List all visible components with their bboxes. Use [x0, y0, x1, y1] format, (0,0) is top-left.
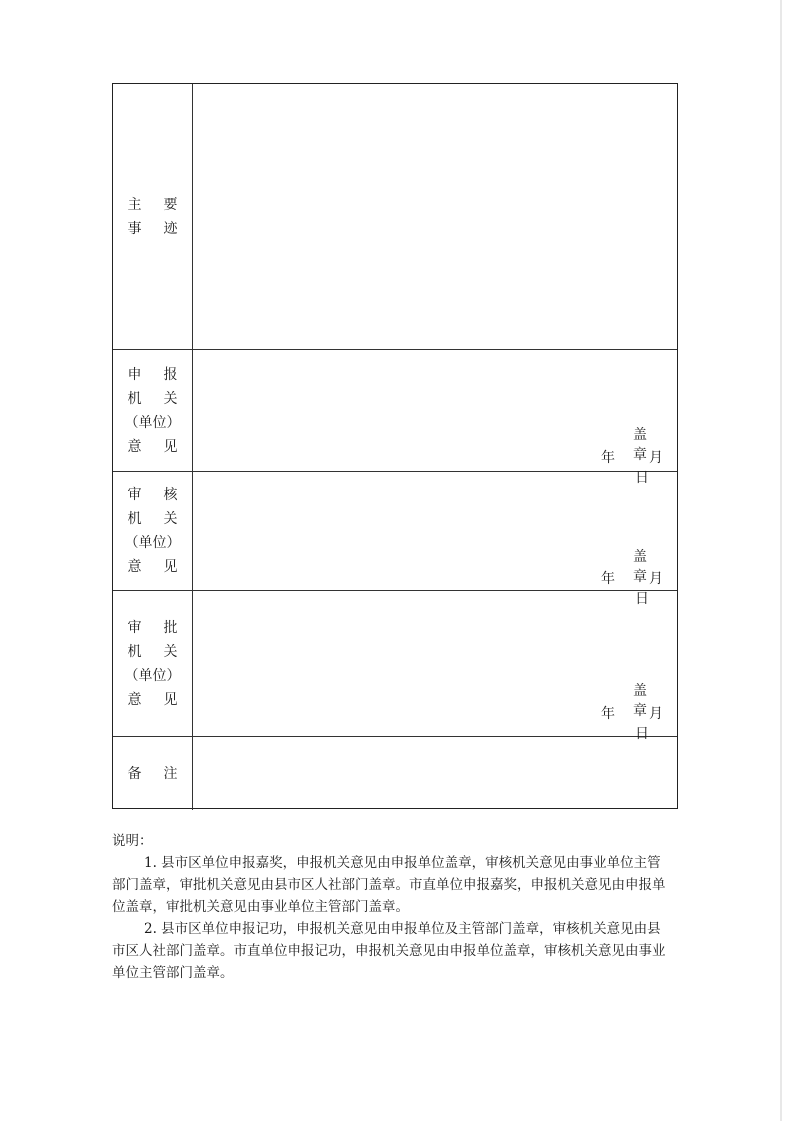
label-char: 主 — [127, 196, 142, 213]
remarks-field[interactable] — [193, 737, 677, 810]
label-char: 申 — [127, 366, 142, 383]
notes-heading: 说明： — [112, 833, 153, 849]
label-approver-opinion — [113, 591, 193, 736]
label-char: 备 — [127, 765, 142, 782]
label-char: 审 — [127, 487, 142, 503]
main-deeds-field[interactable] — [193, 84, 677, 349]
approver-opinion-field[interactable] — [193, 591, 677, 742]
label-char: 迹 — [163, 220, 178, 237]
label-line — [128, 616, 178, 640]
label-applicant-opinion — [113, 350, 193, 471]
date-day: 日 — [635, 470, 649, 486]
date-month: 月 — [649, 450, 663, 466]
date-year: 年 — [601, 706, 615, 722]
row-approver-opinion — [113, 591, 677, 742]
label-line — [128, 483, 178, 507]
row-applicant-opinion — [113, 350, 677, 486]
label-char: 核 — [163, 487, 178, 503]
label-char: 批 — [163, 619, 178, 636]
seal-char: 章 — [633, 703, 647, 719]
scan-edge — [780, 0, 782, 1121]
label-char: 见 — [163, 438, 178, 455]
label-char: 见 — [163, 559, 178, 575]
label-main-deeds — [113, 84, 193, 349]
label-line — [128, 217, 178, 241]
label-line — [128, 363, 178, 387]
label-char: 见 — [163, 691, 178, 708]
label-line — [128, 193, 178, 217]
label-char: 事 — [127, 220, 142, 237]
label-line-unit: （单位） — [124, 414, 181, 431]
date-month: 月 — [649, 571, 663, 587]
seal-char: 盖 — [633, 683, 647, 699]
label-char: 关 — [163, 511, 178, 527]
label-char: 意 — [127, 438, 142, 455]
notes-section — [112, 830, 672, 984]
label-char: 关 — [163, 390, 178, 407]
row-main-deeds — [113, 84, 677, 350]
date-year: 年 — [601, 571, 615, 587]
label-reviewer-opinion — [113, 472, 193, 590]
label-char: 注 — [163, 765, 178, 782]
label-line — [128, 688, 178, 712]
reviewer-opinion-field[interactable] — [193, 472, 677, 607]
label-line — [128, 435, 178, 459]
label-line — [128, 640, 178, 664]
label-line-unit: （单位） — [124, 535, 181, 551]
label-line — [128, 387, 178, 411]
date-month: 月 — [649, 706, 663, 722]
label-char: 审 — [127, 619, 142, 636]
applicant-opinion-field[interactable] — [193, 350, 677, 486]
notes-item-1: 1. 县市区单位申报嘉奖，申报机关意见由申报单位盖章，审核机关意见由事业单位主管部门盖章，审批机关意见由县市区人社部门盖章。市直单位申报嘉奖，申报机关意见由申报单位盖章，审批机关意见由事业单位主管部门盖章。 — [112, 855, 666, 915]
seal-char: 章 — [633, 447, 647, 463]
date-day: 日 — [635, 726, 649, 742]
label-line — [128, 555, 178, 579]
award-form-table — [112, 83, 678, 809]
label-char: 要 — [163, 196, 178, 213]
seal-char: 盖 — [633, 427, 647, 443]
notes-item-2: 2. 县市区单位申报记功，申报机关意见由申报单位及主管部门盖章，审核机关意见由县市区人社部门盖章。市直单位申报记功，申报机关意见由申报单位盖章，审核机关意见由事业单位主管部门盖章。 — [112, 921, 666, 981]
label-char: 机 — [127, 511, 142, 527]
label-line-unit: （单位） — [124, 667, 181, 684]
label-char: 报 — [163, 366, 178, 383]
seal-char: 盖 — [633, 549, 647, 565]
label-char: 意 — [127, 691, 142, 708]
label-char: 机 — [127, 390, 142, 407]
label-char: 意 — [127, 559, 142, 575]
seal-char: 章 — [633, 569, 647, 585]
label-line — [128, 507, 178, 531]
label-remarks — [113, 737, 193, 810]
label-char: 关 — [163, 643, 178, 660]
date-year: 年 — [601, 450, 615, 466]
label-char: 机 — [127, 643, 142, 660]
date-day: 日 — [635, 591, 649, 607]
label-line — [128, 762, 178, 786]
row-reviewer-opinion — [113, 472, 677, 607]
row-remarks — [113, 737, 677, 810]
